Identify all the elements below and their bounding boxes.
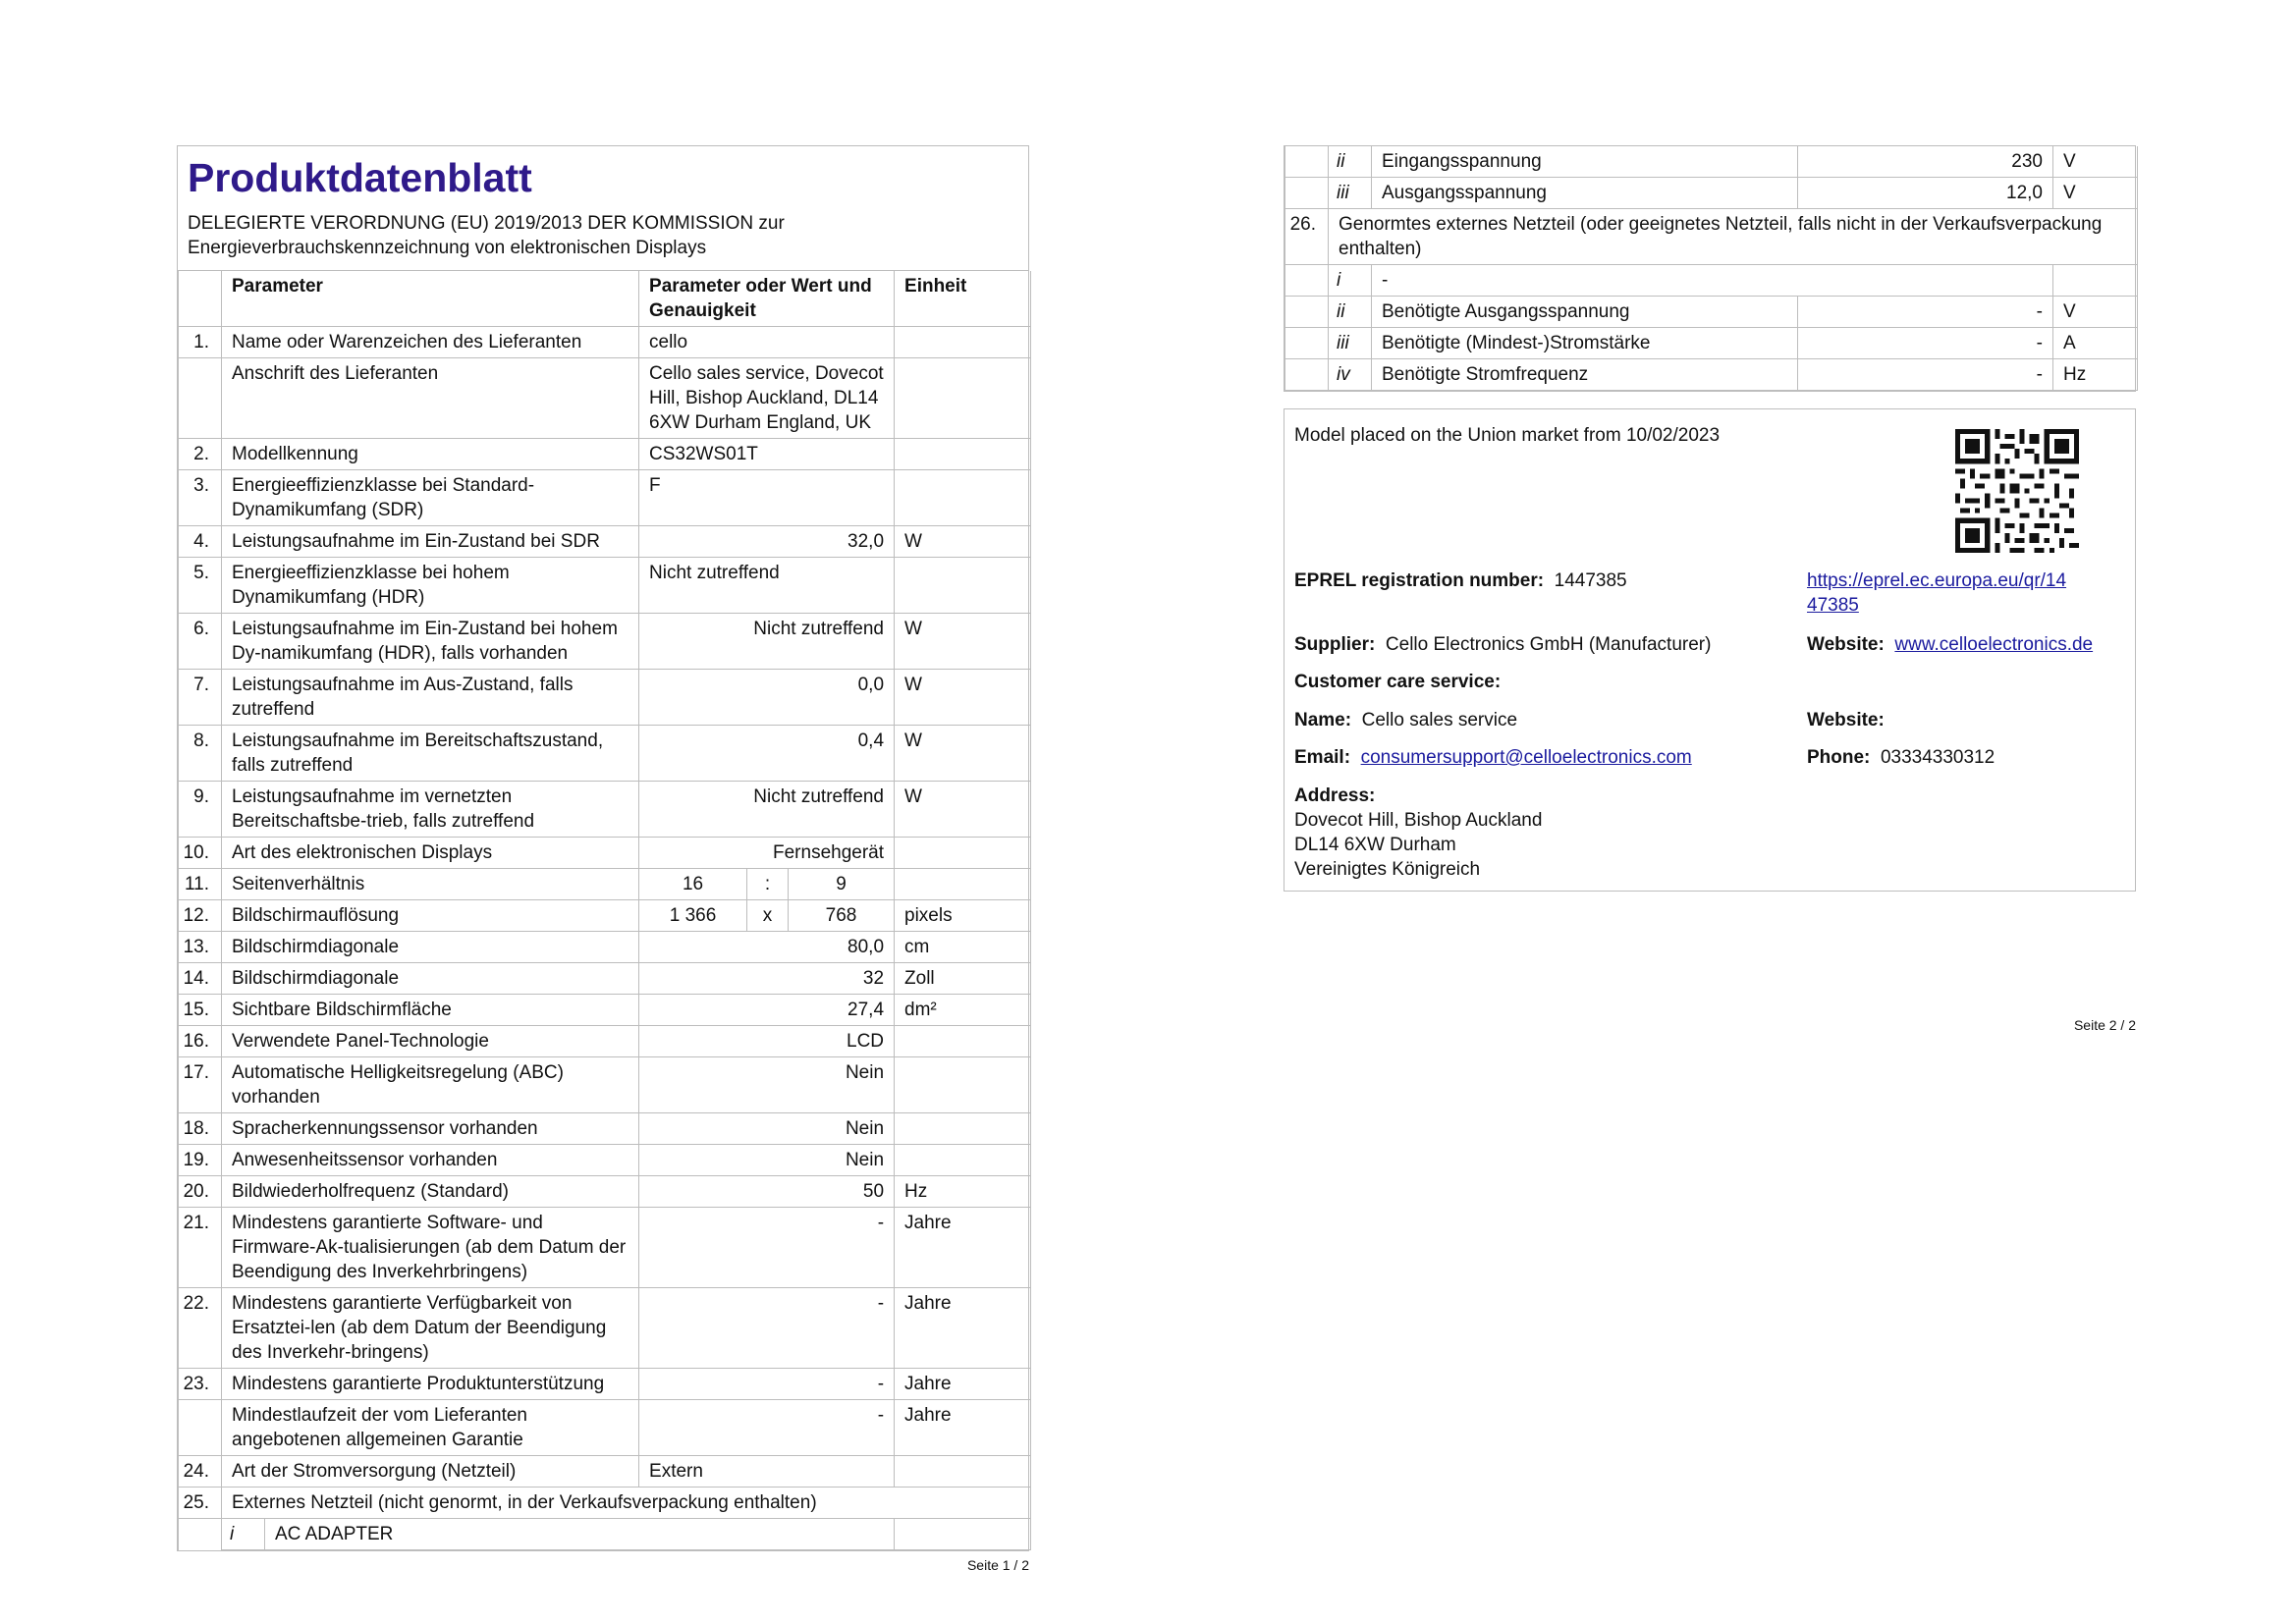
resolution-value-b: 768 bbox=[789, 900, 895, 932]
resolution-row bbox=[179, 900, 1031, 932]
aspect-row bbox=[179, 869, 1031, 900]
power-supply-table-continued bbox=[1284, 145, 2136, 392]
row-value: - bbox=[639, 1400, 895, 1456]
indent-cell bbox=[1285, 146, 1329, 178]
row-value: 0,0 bbox=[639, 670, 895, 726]
supplier bbox=[1294, 632, 1711, 657]
care-name bbox=[1294, 708, 1517, 732]
row-value: 32 bbox=[639, 963, 895, 995]
row-unit: Jahre bbox=[895, 1208, 1031, 1288]
care-email bbox=[1294, 745, 1692, 770]
indent-cell bbox=[1285, 178, 1329, 209]
row-parameter: Seitenverhältnis bbox=[222, 869, 639, 900]
row-value: Fernsehgerät bbox=[639, 838, 895, 869]
row-number: 11. bbox=[179, 869, 222, 900]
standard-adapter-sub-row bbox=[1285, 265, 2138, 297]
row-value: - bbox=[639, 1288, 895, 1369]
table-row bbox=[179, 1288, 1031, 1369]
aspect-value-b: 9 bbox=[789, 869, 895, 900]
email-label: Email: bbox=[1294, 747, 1351, 768]
row-number: 17. bbox=[179, 1057, 222, 1113]
row-unit bbox=[895, 869, 1031, 900]
row-parameter: Modellkennung bbox=[222, 439, 639, 470]
row-parameter: Art der Stromversorgung (Netzteil) bbox=[222, 1456, 639, 1488]
care-website-label: Website: bbox=[1807, 710, 1885, 730]
row-value: 50 bbox=[639, 1176, 895, 1208]
name-label: Name: bbox=[1294, 710, 1352, 730]
row-number: 9. bbox=[179, 782, 222, 838]
header-unit: Einheit bbox=[895, 271, 1031, 327]
row-unit bbox=[895, 838, 1031, 869]
row-value: Nicht zutreffend bbox=[639, 614, 895, 670]
supplier-value: Cello Electronics GmbH (Manufacturer) bbox=[1385, 634, 1712, 655]
table-row bbox=[179, 963, 1031, 995]
aspect-separator: : bbox=[747, 869, 789, 900]
row-unit: W bbox=[895, 782, 1031, 838]
row-value: 12,0 bbox=[1798, 178, 2053, 209]
row-value: - bbox=[1798, 328, 2053, 359]
sub-index: iv bbox=[1329, 359, 1372, 391]
row-parameter: Automatische Helligkeitsregelung (ABC) vorhanden bbox=[222, 1057, 639, 1113]
row-number bbox=[179, 358, 222, 439]
table-row bbox=[179, 439, 1031, 470]
row-parameter: Benötigte (Mindest-)Stromstärke bbox=[1372, 328, 1798, 359]
row-number: 12. bbox=[179, 900, 222, 932]
sub-index: i bbox=[1329, 265, 1372, 297]
row-unit bbox=[895, 1113, 1031, 1145]
table-row bbox=[179, 670, 1031, 726]
row-unit: Jahre bbox=[895, 1288, 1031, 1369]
row-parameter: Mindestlaufzeit der vom Lieferanten angebotenen allgemeinen Garantie bbox=[222, 1400, 639, 1456]
table-row bbox=[179, 995, 1031, 1026]
sub-index: ii bbox=[1329, 297, 1372, 328]
row-unit: Zoll bbox=[895, 963, 1031, 995]
table-row bbox=[179, 1057, 1031, 1113]
header-number-cell bbox=[179, 271, 222, 327]
table-row bbox=[179, 1400, 1031, 1456]
row-unit bbox=[895, 439, 1031, 470]
table-row bbox=[179, 1113, 1031, 1145]
row-number: 10. bbox=[179, 838, 222, 869]
resolution-separator: x bbox=[747, 900, 789, 932]
row-unit bbox=[895, 558, 1031, 614]
row-parameter: Bildschirmdiagonale bbox=[222, 963, 639, 995]
row-number: 18. bbox=[179, 1113, 222, 1145]
aspect-value-a: 16 bbox=[639, 869, 747, 900]
row-value: Nicht zutreffend bbox=[639, 558, 895, 614]
sub-index: iii bbox=[1329, 178, 1372, 209]
qr-code-icon[interactable] bbox=[1955, 429, 2079, 553]
row-parameter: Mindestens garantierte Software- und Firmware-Ak-tualisierungen (ab dem Datum der Beendigung des Inverkehrbringens) bbox=[222, 1208, 639, 1288]
row-parameter: Verwendete Panel-Technologie bbox=[222, 1026, 639, 1057]
row-unit bbox=[895, 358, 1031, 439]
continued-row bbox=[1285, 146, 2138, 178]
sub-unit-cell bbox=[895, 1519, 1031, 1550]
power-supply-type-row bbox=[179, 1456, 1031, 1488]
customer-care-heading: Customer care service: bbox=[1294, 672, 1502, 692]
external-adapter-sub-row bbox=[179, 1519, 1031, 1550]
row-number: 20. bbox=[179, 1176, 222, 1208]
table-row bbox=[179, 1369, 1031, 1400]
page-1 bbox=[177, 145, 1029, 1573]
row-value: Nicht zutreffend bbox=[639, 782, 895, 838]
row-parameter: Art des elektronischen Displays bbox=[222, 838, 639, 869]
row-unit bbox=[895, 327, 1031, 358]
row-parameter: Leistungsaufnahme im Bereitschaftszustand, falls zutreffend bbox=[222, 726, 639, 782]
row-parameter: Mindestens garantierte Verfügbarkeit von Ersatztei-len (ab dem Datum der Beendigung des Inverkehr-bringens) bbox=[222, 1288, 639, 1369]
row-value: 230 bbox=[1798, 146, 2053, 178]
table-row bbox=[179, 1026, 1031, 1057]
page-title: Produktdatenblatt bbox=[188, 155, 532, 200]
eprel-link[interactable] bbox=[1807, 568, 2066, 618]
row-unit bbox=[895, 1026, 1031, 1057]
indent-cell bbox=[1285, 265, 1329, 297]
continued-row bbox=[1285, 178, 2138, 209]
sub-unit-cell bbox=[2053, 265, 2138, 297]
standard-adapter-row bbox=[1285, 209, 2138, 265]
subtitle-line-1: DELEGIERTE VERORDNUNG (EU) 2019/2013 DER KOMMISSION zur bbox=[188, 213, 785, 234]
row-parameter: Leistungsaufnahme im Aus-Zustand, falls zutreffend bbox=[222, 670, 639, 726]
row-number: 3. bbox=[179, 470, 222, 526]
row-value: Nein bbox=[639, 1057, 895, 1113]
address-line-1: Dovecot Hill, Bishop Auckland bbox=[1294, 810, 1543, 831]
row-parameter: Name oder Warenzeichen des Lieferanten bbox=[222, 327, 639, 358]
row-parameter: Eingangsspannung bbox=[1372, 146, 1798, 178]
row-parameter: Bildschirmdiagonale bbox=[222, 932, 639, 963]
header-value: Parameter oder Wert und Genauigkeit bbox=[639, 271, 895, 327]
supplier-website bbox=[1807, 632, 2093, 657]
resolution-value-a: 1 366 bbox=[639, 900, 747, 932]
row-value: Cello sales service, Dovecot Hill, Bishop Auckland, DL14 6XW Durham England, UK bbox=[639, 358, 895, 439]
sub-value: - bbox=[1372, 265, 2053, 297]
row-value: - bbox=[639, 1369, 895, 1400]
standard-adapter-detail-row bbox=[1285, 297, 2138, 328]
row-number: 13. bbox=[179, 932, 222, 963]
table-row bbox=[179, 358, 1031, 439]
address-label: Address: bbox=[1294, 785, 1376, 806]
row-unit: cm bbox=[895, 932, 1031, 963]
row-number: 14. bbox=[179, 963, 222, 995]
row-unit: W bbox=[895, 614, 1031, 670]
row-parameter: Externes Netzteil (nicht genormt, in der Verkaufsverpackung enthalten) bbox=[222, 1488, 1031, 1519]
address-block bbox=[1294, 784, 1542, 882]
row-unit: Hz bbox=[895, 1176, 1031, 1208]
row-value: 32,0 bbox=[639, 526, 895, 558]
row-parameter: Bildwiederholfrequenz (Standard) bbox=[222, 1176, 639, 1208]
page-2 bbox=[1284, 145, 2136, 1033]
row-unit: Jahre bbox=[895, 1369, 1031, 1400]
table-row bbox=[179, 726, 1031, 782]
table-row bbox=[179, 614, 1031, 670]
row-value: - bbox=[639, 1208, 895, 1288]
row-unit: dm² bbox=[895, 995, 1031, 1026]
row-number bbox=[179, 1400, 222, 1456]
email-link[interactable]: consumersupport@celloelectronics.com bbox=[1360, 747, 1692, 768]
eprel-number: 1447385 bbox=[1554, 570, 1627, 591]
row-unit: W bbox=[895, 726, 1031, 782]
standard-adapter-detail-row bbox=[1285, 359, 2138, 391]
row-parameter: Leistungsaufnahme im Ein-Zustand bei SDR bbox=[222, 526, 639, 558]
row-number: 7. bbox=[179, 670, 222, 726]
row-number: 19. bbox=[179, 1145, 222, 1176]
indent-cell bbox=[1285, 328, 1329, 359]
row-value: Nein bbox=[639, 1113, 895, 1145]
header-parameter: Parameter bbox=[222, 271, 639, 327]
row-parameter: Benötigte Stromfrequenz bbox=[1372, 359, 1798, 391]
sub-index: iii bbox=[1329, 328, 1372, 359]
table-row bbox=[179, 1176, 1031, 1208]
row-number: 25. bbox=[179, 1488, 222, 1519]
row-parameter: Energieeffizienzklasse bei Standard-Dynamikumfang (SDR) bbox=[222, 470, 639, 526]
website-link[interactable]: www.celloelectronics.de bbox=[1894, 634, 2094, 655]
care-phone bbox=[1807, 745, 1995, 770]
row-value: 27,4 bbox=[639, 995, 895, 1026]
row-value: 80,0 bbox=[639, 932, 895, 963]
row-value: LCD bbox=[639, 1026, 895, 1057]
row-value: F bbox=[639, 470, 895, 526]
table-row bbox=[179, 558, 1031, 614]
phone-value: 03334330312 bbox=[1880, 747, 1995, 768]
sub-indent-cell bbox=[179, 1519, 222, 1550]
row-value: cello bbox=[639, 327, 895, 358]
title-block bbox=[178, 146, 1028, 271]
row-unit: V bbox=[2053, 178, 2138, 209]
phone-label: Phone: bbox=[1807, 747, 1871, 768]
row-number: 1. bbox=[179, 327, 222, 358]
product-datasheet bbox=[177, 145, 1029, 1551]
table-row bbox=[179, 1208, 1031, 1288]
eprel-registration bbox=[1294, 568, 1627, 593]
row-unit: W bbox=[895, 670, 1031, 726]
row-value: - bbox=[1798, 297, 2053, 328]
row-parameter: Leistungsaufnahme im Ein-Zustand bei hohem Dy-namikumfang (HDR), falls vorhanden bbox=[222, 614, 639, 670]
eprel-link-line-2[interactable]: 47385 bbox=[1807, 595, 1859, 616]
row-unit bbox=[895, 1456, 1031, 1488]
table-row bbox=[179, 932, 1031, 963]
indent-cell bbox=[1285, 359, 1329, 391]
row-number: 4. bbox=[179, 526, 222, 558]
row-parameter: Mindestens garantierte Produktunterstützung bbox=[222, 1369, 639, 1400]
row-value: Extern bbox=[639, 1456, 895, 1488]
row-unit bbox=[895, 470, 1031, 526]
row-unit: W bbox=[895, 526, 1031, 558]
row-parameter: Leistungsaufnahme im vernetzten Bereitschaftsbe-trieb, falls zutreffend bbox=[222, 782, 639, 838]
supplier-label: Supplier: bbox=[1294, 634, 1376, 655]
table-row bbox=[179, 838, 1031, 869]
row-number: 16. bbox=[179, 1026, 222, 1057]
eprel-link-line-1[interactable]: https://eprel.ec.europa.eu/qr/14 bbox=[1807, 570, 2067, 591]
sub-index: i bbox=[222, 1519, 265, 1550]
row-parameter: Benötigte Ausgangsspannung bbox=[1372, 297, 1798, 328]
page-footer: Seite 1 / 2 bbox=[966, 1557, 1029, 1573]
table-row bbox=[179, 327, 1031, 358]
sub-value: AC ADAPTER bbox=[265, 1519, 895, 1550]
row-number: 6. bbox=[179, 614, 222, 670]
table-row bbox=[179, 526, 1031, 558]
row-unit: Jahre bbox=[895, 1400, 1031, 1456]
row-number: 8. bbox=[179, 726, 222, 782]
table-row bbox=[179, 1145, 1031, 1176]
address-line-3: Vereinigtes Königreich bbox=[1294, 859, 1481, 880]
eprel-label: EPREL registration number: bbox=[1294, 570, 1545, 591]
row-parameter: Bildschirmauflösung bbox=[222, 900, 639, 932]
row-unit: pixels bbox=[895, 900, 1031, 932]
row-number: 5. bbox=[179, 558, 222, 614]
row-number: 21. bbox=[179, 1208, 222, 1288]
table-row bbox=[179, 470, 1031, 526]
row-number: 22. bbox=[179, 1288, 222, 1369]
row-unit bbox=[895, 1057, 1031, 1113]
row-number: 23. bbox=[179, 1369, 222, 1400]
external-adapter-row bbox=[179, 1488, 1031, 1519]
table-row bbox=[179, 782, 1031, 838]
row-number: 15. bbox=[179, 995, 222, 1026]
row-parameter: Ausgangsspannung bbox=[1372, 178, 1798, 209]
row-value: CS32WS01T bbox=[639, 439, 895, 470]
model-info-box bbox=[1284, 408, 2136, 892]
row-parameter: Anwesenheitssensor vorhanden bbox=[222, 1145, 639, 1176]
table-header-row bbox=[179, 271, 1031, 327]
row-parameter: Sichtbare Bildschirmfläche bbox=[222, 995, 639, 1026]
row-number: 26. bbox=[1285, 209, 1329, 265]
row-unit: V bbox=[2053, 146, 2138, 178]
parameter-table bbox=[178, 271, 1031, 1550]
indent-cell bbox=[1285, 297, 1329, 328]
address-line-2: DL14 6XW Durham bbox=[1294, 835, 1456, 855]
row-parameter: Genormtes externes Netzteil (oder geeignetes Netzteil, falls nicht in der Verkaufsverpackung enthalten) bbox=[1329, 209, 2138, 265]
row-value: 0,4 bbox=[639, 726, 895, 782]
row-unit: A bbox=[2053, 328, 2138, 359]
name-value: Cello sales service bbox=[1361, 710, 1518, 730]
website-label: Website: bbox=[1807, 634, 1885, 655]
row-value: Nein bbox=[639, 1145, 895, 1176]
market-placement-text: Model placed on the Union market from 10/02/2023 bbox=[1294, 425, 1721, 446]
row-parameter: Energieeffizienzklasse bei hohem Dynamikumfang (HDR) bbox=[222, 558, 639, 614]
row-number: 2. bbox=[179, 439, 222, 470]
subtitle-line-2: Energieverbrauchskennzeichnung von elektronischen Displays bbox=[188, 238, 707, 258]
row-unit: V bbox=[2053, 297, 2138, 328]
sub-index: ii bbox=[1329, 146, 1372, 178]
row-unit bbox=[895, 1145, 1031, 1176]
continued-table bbox=[1285, 146, 2138, 391]
row-unit: Hz bbox=[2053, 359, 2138, 391]
row-parameter: Spracherkennungssensor vorhanden bbox=[222, 1113, 639, 1145]
row-value: - bbox=[1798, 359, 2053, 391]
row-number: 24. bbox=[179, 1456, 222, 1488]
standard-adapter-detail-row bbox=[1285, 328, 2138, 359]
row-parameter: Anschrift des Lieferanten bbox=[222, 358, 639, 439]
page-footer-2: Seite 2 / 2 bbox=[2073, 1017, 2136, 1033]
